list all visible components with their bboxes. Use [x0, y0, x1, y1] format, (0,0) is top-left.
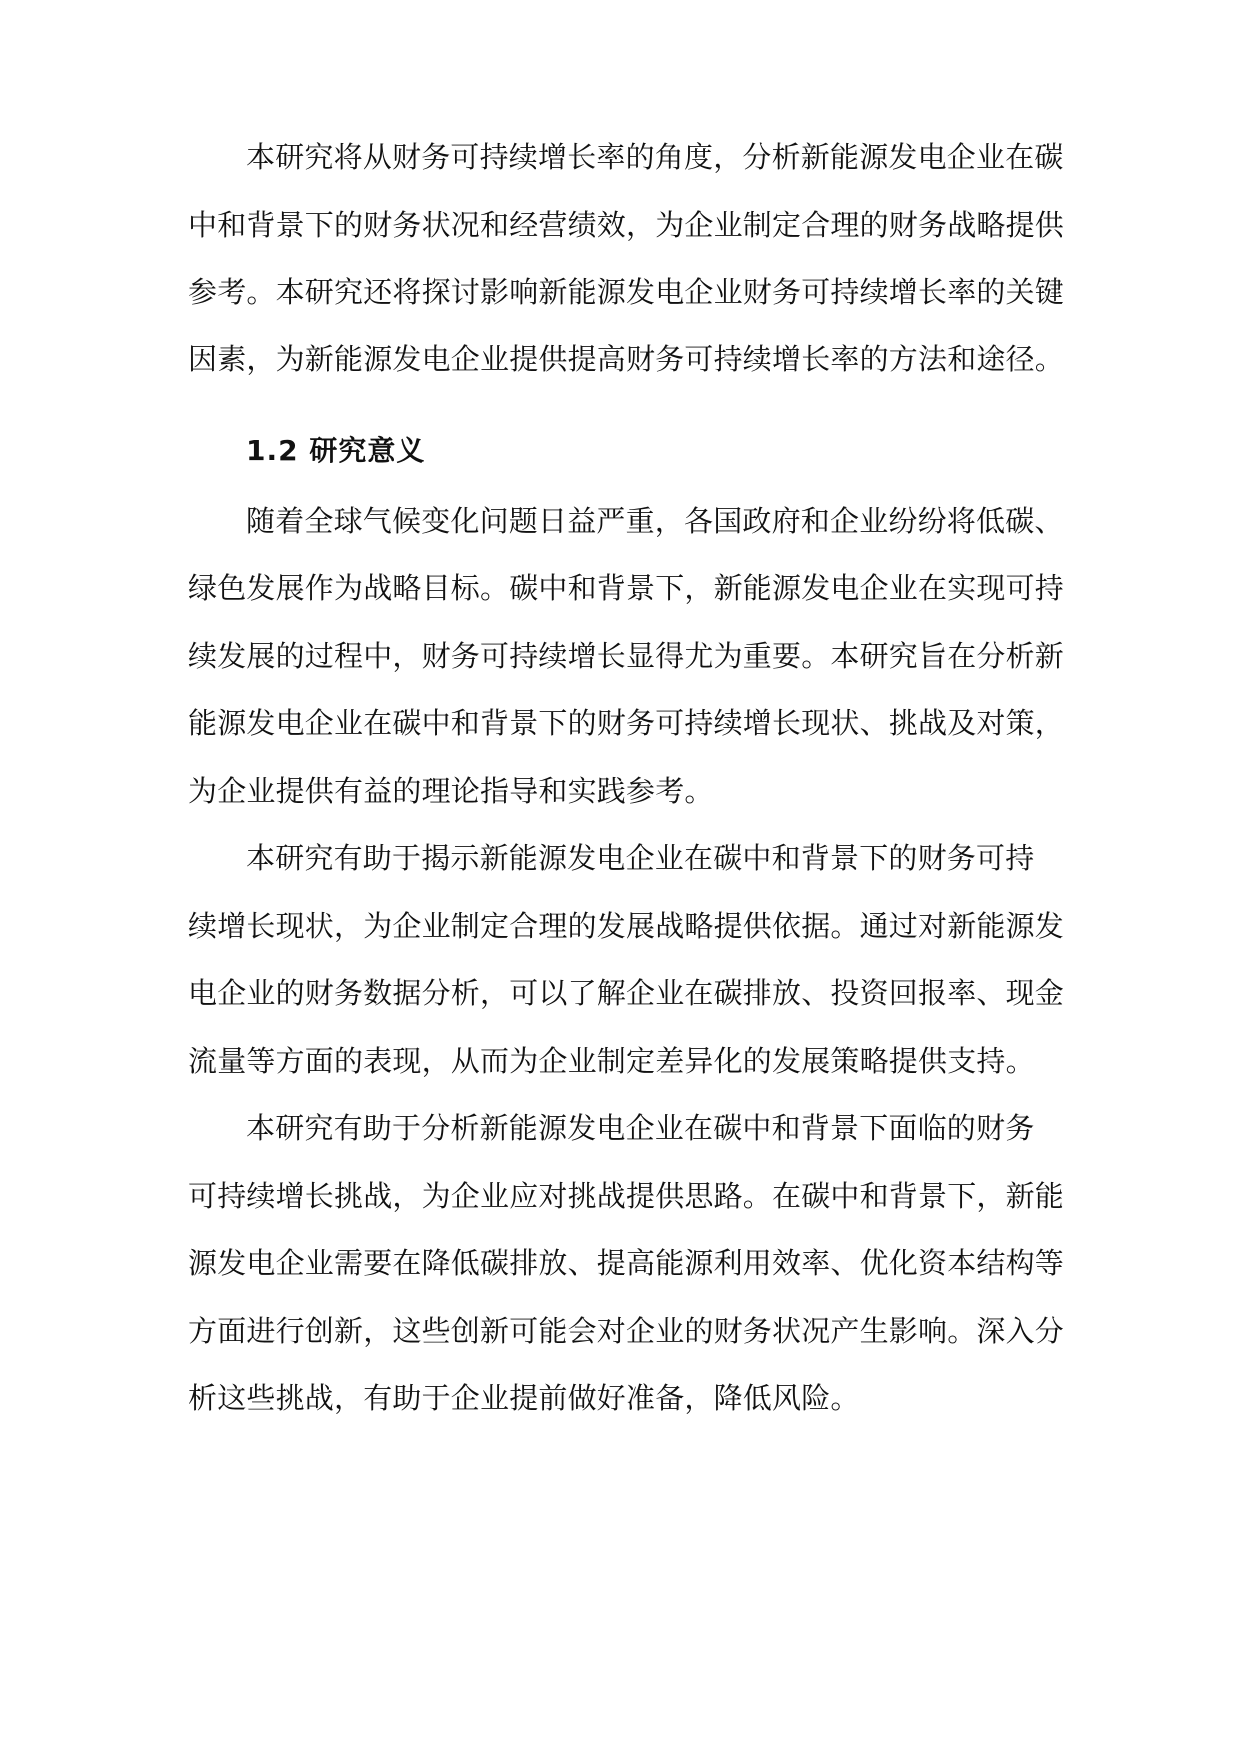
paragraph-4-line-4: 方面进行创新，这些创新可能会对企业的财务状况产生影响。深入分: [188, 1314, 1065, 1348]
paragraph-1-line-4: 因素，为新能源发电企业提供提高财务可持续增长率的方法和途径。: [188, 342, 1065, 376]
paragraph-1-line-3: 参考。本研究还将探讨影响新能源发电企业财务可持续增长率的关键: [188, 275, 1065, 309]
paragraph-3-line-4: 流量等方面的表现，从而为企业制定差异化的发展策略提供支持。: [188, 1044, 1035, 1078]
paragraph-4-line-5: 析这些挑战，有助于企业提前做好准备，降低风险。: [188, 1381, 860, 1415]
paragraph-3-line-1: 本研究有助于揭示新能源发电企业在碳中和背景下的财务可持: [246, 841, 1035, 875]
paragraph-2-line-3: 续发展的过程中，财务可持续增长显得尤为重要。本研究旨在分析新: [188, 639, 1065, 673]
paragraph-2-line-1: 随着全球气候变化问题日益严重，各国政府和企业纷纷将低碳、: [246, 504, 1064, 538]
section-heading: 1.2 研究意义: [246, 434, 426, 467]
paragraph-4-line-2: 可持续增长挑战，为企业应对挑战提供思路。在碳中和背景下，新能: [188, 1179, 1065, 1213]
paragraph-2-line-5: 为企业提供有益的理论指导和实践参考。: [188, 774, 714, 808]
paragraph-4-line-1: 本研究有助于分析新能源发电企业在碳中和背景下面临的财务: [246, 1111, 1035, 1145]
paragraph-1-line-1: 本研究将从财务可持续增长率的角度，分析新能源发电企业在碳: [246, 140, 1064, 174]
paragraph-4-line-3: 源发电企业需要在降低碳排放、提高能源利用效率、优化资本结构等: [188, 1246, 1065, 1280]
paragraph-2-line-4: 能源发电企业在碳中和背景下的财务可持续增长现状、挑战及对策，: [188, 706, 1065, 740]
paragraph-3-line-3: 电企业的财务数据分析，可以了解企业在碳排放、投资回报率、现金: [188, 976, 1065, 1010]
paragraph-2-line-2: 绿色发展作为战略目标。碳中和背景下，新能源发电企业在实现可持: [188, 571, 1065, 605]
paragraph-1-line-2: 中和背景下的财务状况和经营绩效，为企业制定合理的财务战略提供: [188, 208, 1065, 242]
paragraph-3-line-2: 续增长现状，为企业制定合理的发展战略提供依据。通过对新能源发: [188, 909, 1065, 943]
